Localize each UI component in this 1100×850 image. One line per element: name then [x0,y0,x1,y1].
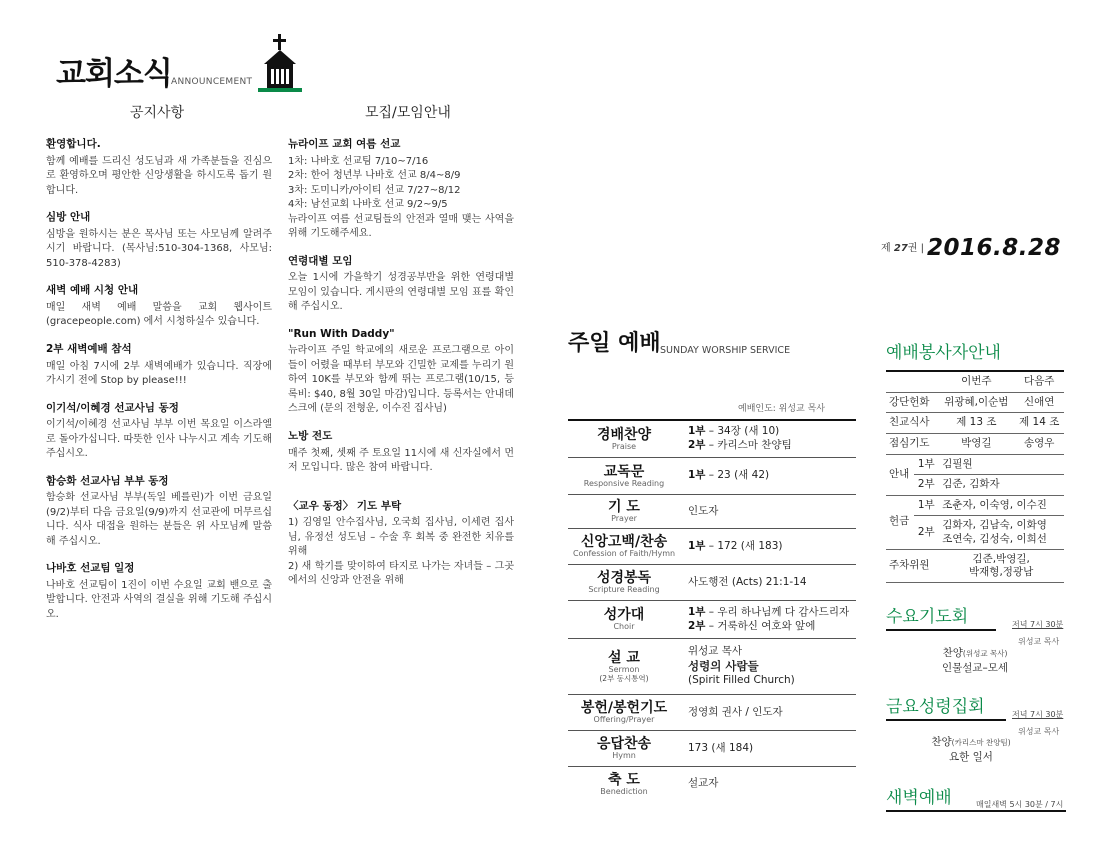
parking-names [938,549,1064,582]
notice-body: 나바호 선교팀이 1진이 이번 수요일 교회 밴으로 출발합니다. 안전과 사역의 결실을 위해 기도해 주십시오. [46,579,272,620]
notices-heading: 공지사항 [130,105,185,121]
worship-item-ko: 설 교 [608,649,640,666]
recruit-column [288,138,514,602]
next-week-value: 신애연 [1014,392,1064,413]
notice-title: 이기석/이혜경 선교사님 동정 [46,401,179,414]
worship-item-en: Prayer [611,514,637,524]
worship-item-name [568,734,680,763]
next-week-header: 다음주 [1014,371,1064,392]
worship-item-en: Offering/Prayer [593,715,655,725]
worship-row [568,495,856,529]
part-label: 2부 [914,516,938,549]
next-week-value: 제 14 조 [1014,413,1064,434]
wed-program [920,646,1030,675]
notices-column [46,138,272,635]
fri-time: 저녁 7시 30분 [1012,710,1064,719]
notice-item [46,211,272,271]
recruit-title: 〈교우 동정〉 기도 부탁 [288,499,402,512]
recruit-line: 1차: 나바호 선교팀 7/10~7/16 [288,155,429,167]
notice-title: 환영합니다. [46,138,101,150]
worship-item-detail: 사도행전 (Acts) 21:1-14 [688,575,807,588]
recruit-line: 3차: 도미니카/아이티 선교 7/27~8/12 [288,184,461,196]
worship-item-en: Responsive Reading [583,478,665,488]
notice-title: 2부 새벽예배 참석 [46,342,132,355]
recruit-line: 4차: 남선교회 나바호 선교 9/2~9/5 [288,199,448,211]
guide-names: 김필원 [938,454,1064,475]
issue-number [881,242,924,255]
worship-item-en: Sermon [608,664,640,674]
worship-item-detail [680,540,856,554]
worship-item-detail [680,425,856,452]
issue-suffix: 권 | [907,243,924,254]
recruit-heading: 모집/모임안내 [365,105,451,121]
worship-item-name [568,568,680,597]
worship-row [568,529,856,565]
worship-item-name [568,698,680,727]
dawn-title: 새벽예배 [886,788,952,808]
notice-item [46,343,272,389]
detail-text: – 172 (새 183) [705,539,783,552]
worship-row [568,767,856,801]
wed-title: 수요기도회 [886,607,969,627]
fri-underline [886,719,1006,721]
dawn-time: 매일새벽 5시 30분 / 7시 [976,800,1064,809]
notice-title: 함승화 선교사님 부부 동정 [46,474,169,487]
worship-item-name [568,462,680,491]
recruit-title: 노방 전도 [288,429,333,442]
recruit-body: 매주 첫째, 셋째 주 토요일 11시에 새 신자실에서 먼저 모입니다. 많은 참여 바랍니다. [288,447,514,474]
issue-prefix: 제 [881,243,891,254]
part-label: 2부 [688,619,706,632]
recruit-body: 오늘 1시에 가을학기 성경공부반을 위한 연령대별 모임이 있습니다. 게시판의 연령대별 모임 표를 확인해 주십시오. [288,272,514,313]
worship-row [568,639,856,695]
worship-item-name [568,770,680,799]
worship-item-ko: 교독문 [603,463,645,480]
worship-leader: 예배인도: 위성교 목사 [738,404,826,414]
parking-label: 주차위원 [886,549,938,582]
fri-program [906,735,1036,764]
this-week-header: 이번주 [938,371,1014,392]
worship-item-detail [680,606,856,633]
part-label: 1부 [688,469,706,482]
worship-item-name [568,425,680,454]
part-label: 1부 [914,495,938,516]
offering-names [938,516,1064,549]
detail-text: – 34장 (새 10) [705,425,780,438]
wed-host: 위성교 목사 [1018,637,1060,646]
issue-number-value: 27 [893,243,908,254]
worship-item-ko: 기 도 [608,499,640,516]
notice-item [46,138,272,198]
offering-names-line: 조연숙, 김성숙, 이희선 [942,532,1047,545]
worship-item-name [568,648,680,686]
worship-order-table [568,419,856,801]
recruit-item [288,500,514,589]
detail-text: – 우리 하나님께 다 감사드리자 [705,605,850,618]
next-week-value: 송영우 [1014,433,1064,454]
recruit-item [288,430,514,476]
parking-names-line: 박재형,정광남 [969,565,1034,578]
parking-names-line: 김준,박영길, [972,552,1030,565]
worship-subtitle: SUNDAY WORSHIP SERVICE [660,345,791,356]
notice-item [46,402,272,462]
recruit-title: "Run With Daddy" [288,327,395,340]
guide-names: 김준, 김화자 [938,475,1064,496]
guide-label: 안내 [886,454,914,495]
notice-item [46,284,272,330]
wed-underline [886,629,996,631]
wed-time: 저녁 7시 30분 [1012,620,1064,629]
part-label: 1부 [914,454,938,475]
fri-line1: 찬양 [931,736,952,748]
recruit-body: 뉴라이프 여름 선교팀들의 안전과 열매 맺는 사역을 위해 기도해주세요. [288,213,514,240]
worship-item-en: Praise [611,441,637,451]
part-label: 1부 [688,605,706,618]
fri-title: 금요성령집회 [886,697,985,717]
sermon-title: 성령의 사람들 [688,659,759,674]
blank-cell [886,371,938,392]
wed-line1-note: (위성교 목사) [962,649,1008,658]
this-week-value: 제 13 조 [938,413,1014,434]
worship-row [568,565,856,601]
worship-item-detail: 설교자 [688,777,719,790]
church-icon [258,34,302,92]
page-subtitle: ANNOUNCEMENT [171,77,253,87]
fri-line1-note: (카리스마 찬양팀) [951,738,1011,747]
worship-item-en: Hymn [612,751,636,761]
notice-body: 이기석/이혜경 선교사님 부부 이번 목요일 이스라엘로 돌아가십니다. 따뜻한 인사 나누시고 계속 기도해 주십시오. [46,419,272,460]
worship-row [568,601,856,639]
notice-title: 심방 안내 [46,211,91,224]
servers-table [886,370,1064,583]
worship-item-ko: 신앙고백/찬송 [580,534,668,551]
worship-item-detail: 정영희 권사 / 인도자 [688,705,783,718]
worship-row [568,695,856,731]
recruit-item [288,328,514,417]
this-week-value: 위광혜,이순범 [938,392,1014,413]
notice-item [46,562,272,622]
notice-body: 함께 예배를 드리신 성도님과 새 가족분들을 진심으로 환영하오며 평안한 신앙생활을 하시도록 돕기 원합니다. [46,155,272,196]
worship-item-detail: 인도자 [688,504,719,517]
role-label: 점심기도 [886,433,938,454]
notice-item [46,475,272,550]
notice-body: 심방을 원하시는 분은 목사님 또는 사모님께 알려주시기 바랍니다. (목사님:510-304-1368, 사모님: 510-378-4283) [46,228,272,269]
notice-body: 함승화 선교사님 부부(독일 베를린)가 이번 금요일(9/2)부터 다음 금요일(9/9)까지 선교관에 머무르십니다. 식사 대접을 원하는 분들은 위 사모님께 말씀해 주십시오. [46,492,272,547]
notice-title: 새벽 예배 시청 안내 [46,284,139,297]
worship-row [568,421,856,458]
wed-line1: 찬양 [942,647,963,659]
recruit-body: 뉴라이프 주일 학교에의 새로운 프로그램으로 아이들이 어렸을 때부터 부모와 긴밀한 교제를 누리기 원하여 10K를 부모와 함께 뛰는 프로그램(10/15, 등록비: $40, 8월 30일 마감)입니다. 등록서는 안내데스크에 (문의 전형운, 이수진 집사님) [288,345,514,415]
part-label: 2부 [914,475,938,496]
recruit-line: 2차: 한어 청년부 나바호 선교 8/4~8/9 [288,170,461,182]
servers-title: 예배봉사자안내 [886,343,1001,363]
detail-text: – 거룩하신 여호와 앞에 [705,619,816,632]
issue-date: 2016.8.28 [927,235,1061,261]
offering-names-line: 김화자, 김남숙, 이화영 [942,519,1047,532]
detail-text: – 23 (새 42) [705,469,770,482]
recruit-item [288,138,514,242]
worship-item-detail [680,645,856,687]
fri-host: 위성교 목사 [1018,727,1060,736]
fri-line2: 요한 일서 [949,750,993,763]
worship-row [568,458,856,495]
notice-body: 매일 새벽 예배 말씀을 교회 웹사이트 (gracepeople.com) 에서 시청하실수 있습니다. [46,301,272,328]
worship-item-detail: 173 (새 184) [688,741,754,754]
notice-body: 매일 아침 7시에 2부 새벽예배가 있습니다. 직장에 가시기 전에 Stop by please!!! [46,360,272,387]
offering-names: 조춘자, 이숙영, 이수진 [938,495,1064,516]
worship-item-ko: 성가대 [603,607,645,624]
recruit-line: 2) 새 학기를 맞이하여 타지로 나가는 자녀들 – 그곳에서의 신앙과 안전을 위해 [288,560,514,587]
part-label: 1부 [688,425,706,438]
worship-item-ko: 축 도 [608,771,640,788]
page-title: 교회소식 [56,56,172,92]
role-label: 친교식사 [886,413,938,434]
recruit-line: 1) 김영일 안수집사님, 오국희 집사님, 이세련 집사님, 유정선 성도님 – 수술 후 회복 중 완전한 치유를 위해 [288,517,514,558]
worship-item-ko: 응답찬송 [596,736,652,753]
worship-item-en: Choir [613,622,635,632]
sermon-title-en: (Spirit Filled Church) [688,673,795,686]
worship-row [568,731,856,767]
recruit-title: 연령대별 모임 [288,254,353,267]
worship-item-en: Confession of Faith/Hymn [572,549,676,559]
part-label: 2부 [688,439,706,451]
this-week-value: 박영길 [938,433,1014,454]
notice-title: 나바호 선교팀 일정 [46,562,135,575]
worship-title: 주일 예배 [568,331,661,356]
recruit-item [288,255,514,315]
worship-item-name [568,497,680,526]
worship-item-name [568,605,680,634]
preacher: 위성교 목사 [688,645,743,658]
wed-line2: 인물설교–모세 [941,661,1009,674]
worship-item-en: Scripture Reading [588,585,660,595]
worship-item-note: (2부 동시통역) [599,674,649,684]
worship-item-ko: 봉헌/봉헌기도 [580,700,668,717]
role-label: 강단헌화 [886,392,938,413]
worship-item-ko: 성경봉독 [596,570,652,587]
worship-item-en: Benediction [600,786,648,796]
detail-text: – 카리스마 찬양팀 [705,439,792,451]
worship-item-ko: 경배찬양 [596,426,652,443]
recruit-title: 뉴라이프 교회 여름 선교 [288,138,401,150]
worship-item-detail [680,469,856,483]
part-label: 1부 [688,539,706,552]
worship-item-name [568,532,680,561]
offering-label: 헌금 [886,495,914,549]
